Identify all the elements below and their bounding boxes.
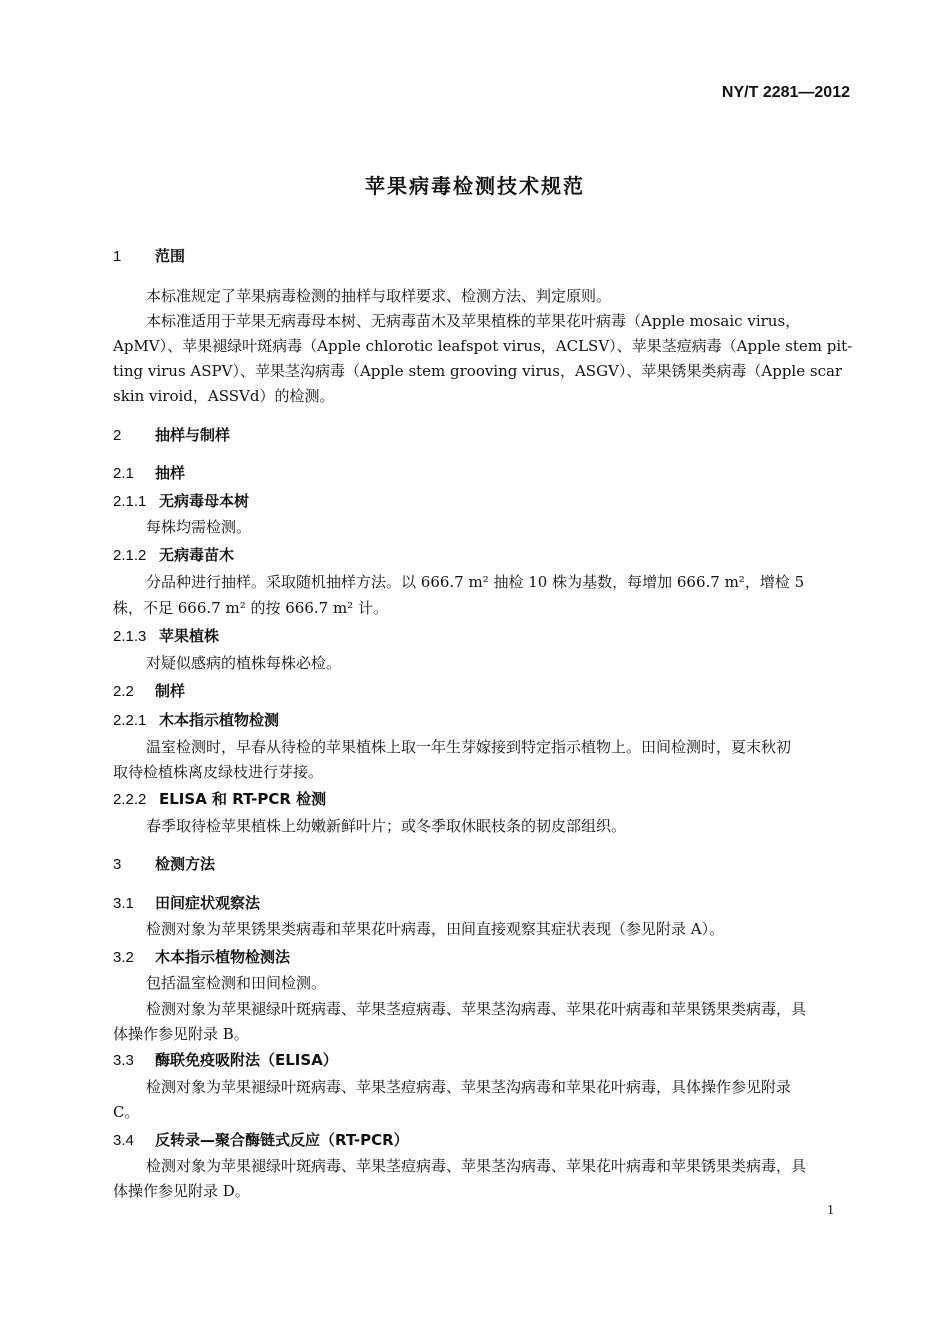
- section-number: 2.2.1: [113, 712, 147, 729]
- section-number: 2.2: [113, 683, 134, 700]
- section-3-4-line-1: 检测对象为苹果褪绿叶斑病毒、苹果茎痘病毒、苹果茎沟病毒、苹果花叶病毒和苹果锈果类病毒，具: [146, 1157, 807, 1175]
- section-2-2-1-line-2: 取待检植株离皮绿枝进行芽接。: [113, 763, 324, 781]
- section-number: 1: [113, 248, 122, 265]
- section-title: 木本指示植物检测: [159, 711, 280, 729]
- section-3-2-text-1: 包括温室检测和田间检测。: [146, 974, 327, 992]
- section-2-2-2-heading: [113, 788, 326, 809]
- standard-code: NY/T 2281—2012: [721, 84, 850, 101]
- section-title: 抽样与制样: [155, 426, 231, 444]
- page-title: 苹果病毒检测技术规范: [365, 174, 585, 198]
- section-title: 检测方法: [155, 855, 216, 873]
- section-title: 抽样: [155, 464, 186, 482]
- section-3-heading: [113, 853, 215, 874]
- scope-paragraph-1: 本标准规定了苹果病毒检测的抽样与取样要求、检测方法、判定原则。: [146, 287, 612, 305]
- section-2-1-3-text: 对疑似感病的植株每株必检。: [146, 654, 342, 672]
- section-title: 苹果植株: [159, 627, 220, 645]
- section-2-2-2-text: 春季取待检苹果植株上幼嫩新鲜叶片；或冬季取休眠枝条的韧皮部组织。: [146, 817, 627, 835]
- section-title: 反转录—聚合酶链式反应（RT-PCR）: [155, 1131, 409, 1149]
- section-number: 2.1.1: [113, 493, 147, 510]
- scope-paragraph-2-line-3: ting virus ASPV）、苹果茎沟病毒（Apple stem grooving virus，ASGV）、苹果锈果类病毒（Apple scar: [113, 362, 843, 380]
- section-2-heading: [113, 424, 230, 445]
- section-2-1-heading: [113, 462, 185, 483]
- scope-paragraph-2-line-2: ApMV）、苹果褪绿叶斑病毒（Apple chlorotic leafspot virus，ACLSV）、苹果茎痘病毒（Apple stem pit-: [113, 337, 853, 355]
- section-title: 范围: [155, 247, 186, 265]
- section-3-3-line-2: C。: [113, 1103, 140, 1121]
- section-2-1-2-line-1: 分品种进行抽样。采取随机抽样方法。以 666.7 m² 抽检 10 株为基数，每增加 666.7 m²，增检 5: [146, 573, 805, 591]
- section-2-2-heading: [113, 680, 185, 701]
- section-3-1-heading: [113, 892, 260, 913]
- scope-paragraph-2-line-4: skin viroid，ASSVd）的检测。: [113, 387, 335, 405]
- section-2-1-1-heading: [113, 490, 249, 511]
- section-3-2-heading: [113, 946, 290, 967]
- section-2-1-3-heading: [113, 625, 219, 646]
- section-number: 3.1: [113, 895, 134, 912]
- section-number: 2.2.2: [113, 791, 147, 808]
- section-number: 3.2: [113, 949, 134, 966]
- section-3-2-line-2: 体操作参见附录 B。: [113, 1025, 249, 1043]
- section-2-1-1-text: 每株均需检测。: [146, 518, 252, 536]
- page-number: 1: [827, 1203, 834, 1218]
- section-number: 2.1.2: [113, 547, 147, 564]
- section-number: 3.3: [113, 1052, 134, 1069]
- section-2-1-2-heading: [113, 544, 234, 565]
- section-3-4-heading: [113, 1129, 409, 1150]
- section-number: 2: [113, 427, 122, 444]
- section-title: 无病毒苗木: [159, 546, 235, 564]
- section-title: 田间症状观察法: [155, 894, 261, 912]
- section-title: 无病毒母本树: [159, 492, 250, 510]
- section-3-1-text: 检测对象为苹果锈果类病毒和苹果花叶病毒，田间直接观察其症状表现（参见附录 A）。: [146, 920, 725, 938]
- scope-paragraph-2-line-1: 本标准适用于苹果无病毒母本树、无病毒苗木及苹果植株的苹果花叶病毒（Apple mosaic virus，: [146, 312, 801, 330]
- section-number: 3: [113, 856, 122, 873]
- section-2-2-1-line-1: 温室检测时，早春从待检的苹果植株上取一年生芽嫁接到特定指示植物上。田间检测时，夏末秋初: [146, 738, 792, 756]
- section-title: ELISA 和 RT-PCR 检测: [159, 790, 327, 808]
- section-number: 2.1.3: [113, 628, 147, 645]
- section-3-3-heading: [113, 1049, 338, 1070]
- section-3-2-line-1: 检测对象为苹果褪绿叶斑病毒、苹果茎痘病毒、苹果茎沟病毒、苹果花叶病毒和苹果锈果类病毒，具: [146, 1000, 807, 1018]
- section-title: 木本指示植物检测法: [155, 948, 291, 966]
- section-title: 制样: [155, 682, 186, 700]
- section-number: 2.1: [113, 465, 134, 482]
- section-1-heading: [113, 245, 185, 266]
- section-2-2-1-heading: [113, 709, 279, 730]
- section-number: 3.4: [113, 1132, 134, 1149]
- section-3-3-line-1: 检测对象为苹果褪绿叶斑病毒、苹果茎痘病毒、苹果茎沟病毒和苹果花叶病毒，具体操作参见附录: [146, 1078, 792, 1096]
- section-3-4-line-2: 体操作参见附录 D。: [113, 1182, 250, 1200]
- section-title: 酶联免疫吸附法（ELISA）: [155, 1051, 338, 1069]
- section-2-1-2-line-2: 株，不足 666.7 m² 的按 666.7 m² 计。: [113, 599, 388, 617]
